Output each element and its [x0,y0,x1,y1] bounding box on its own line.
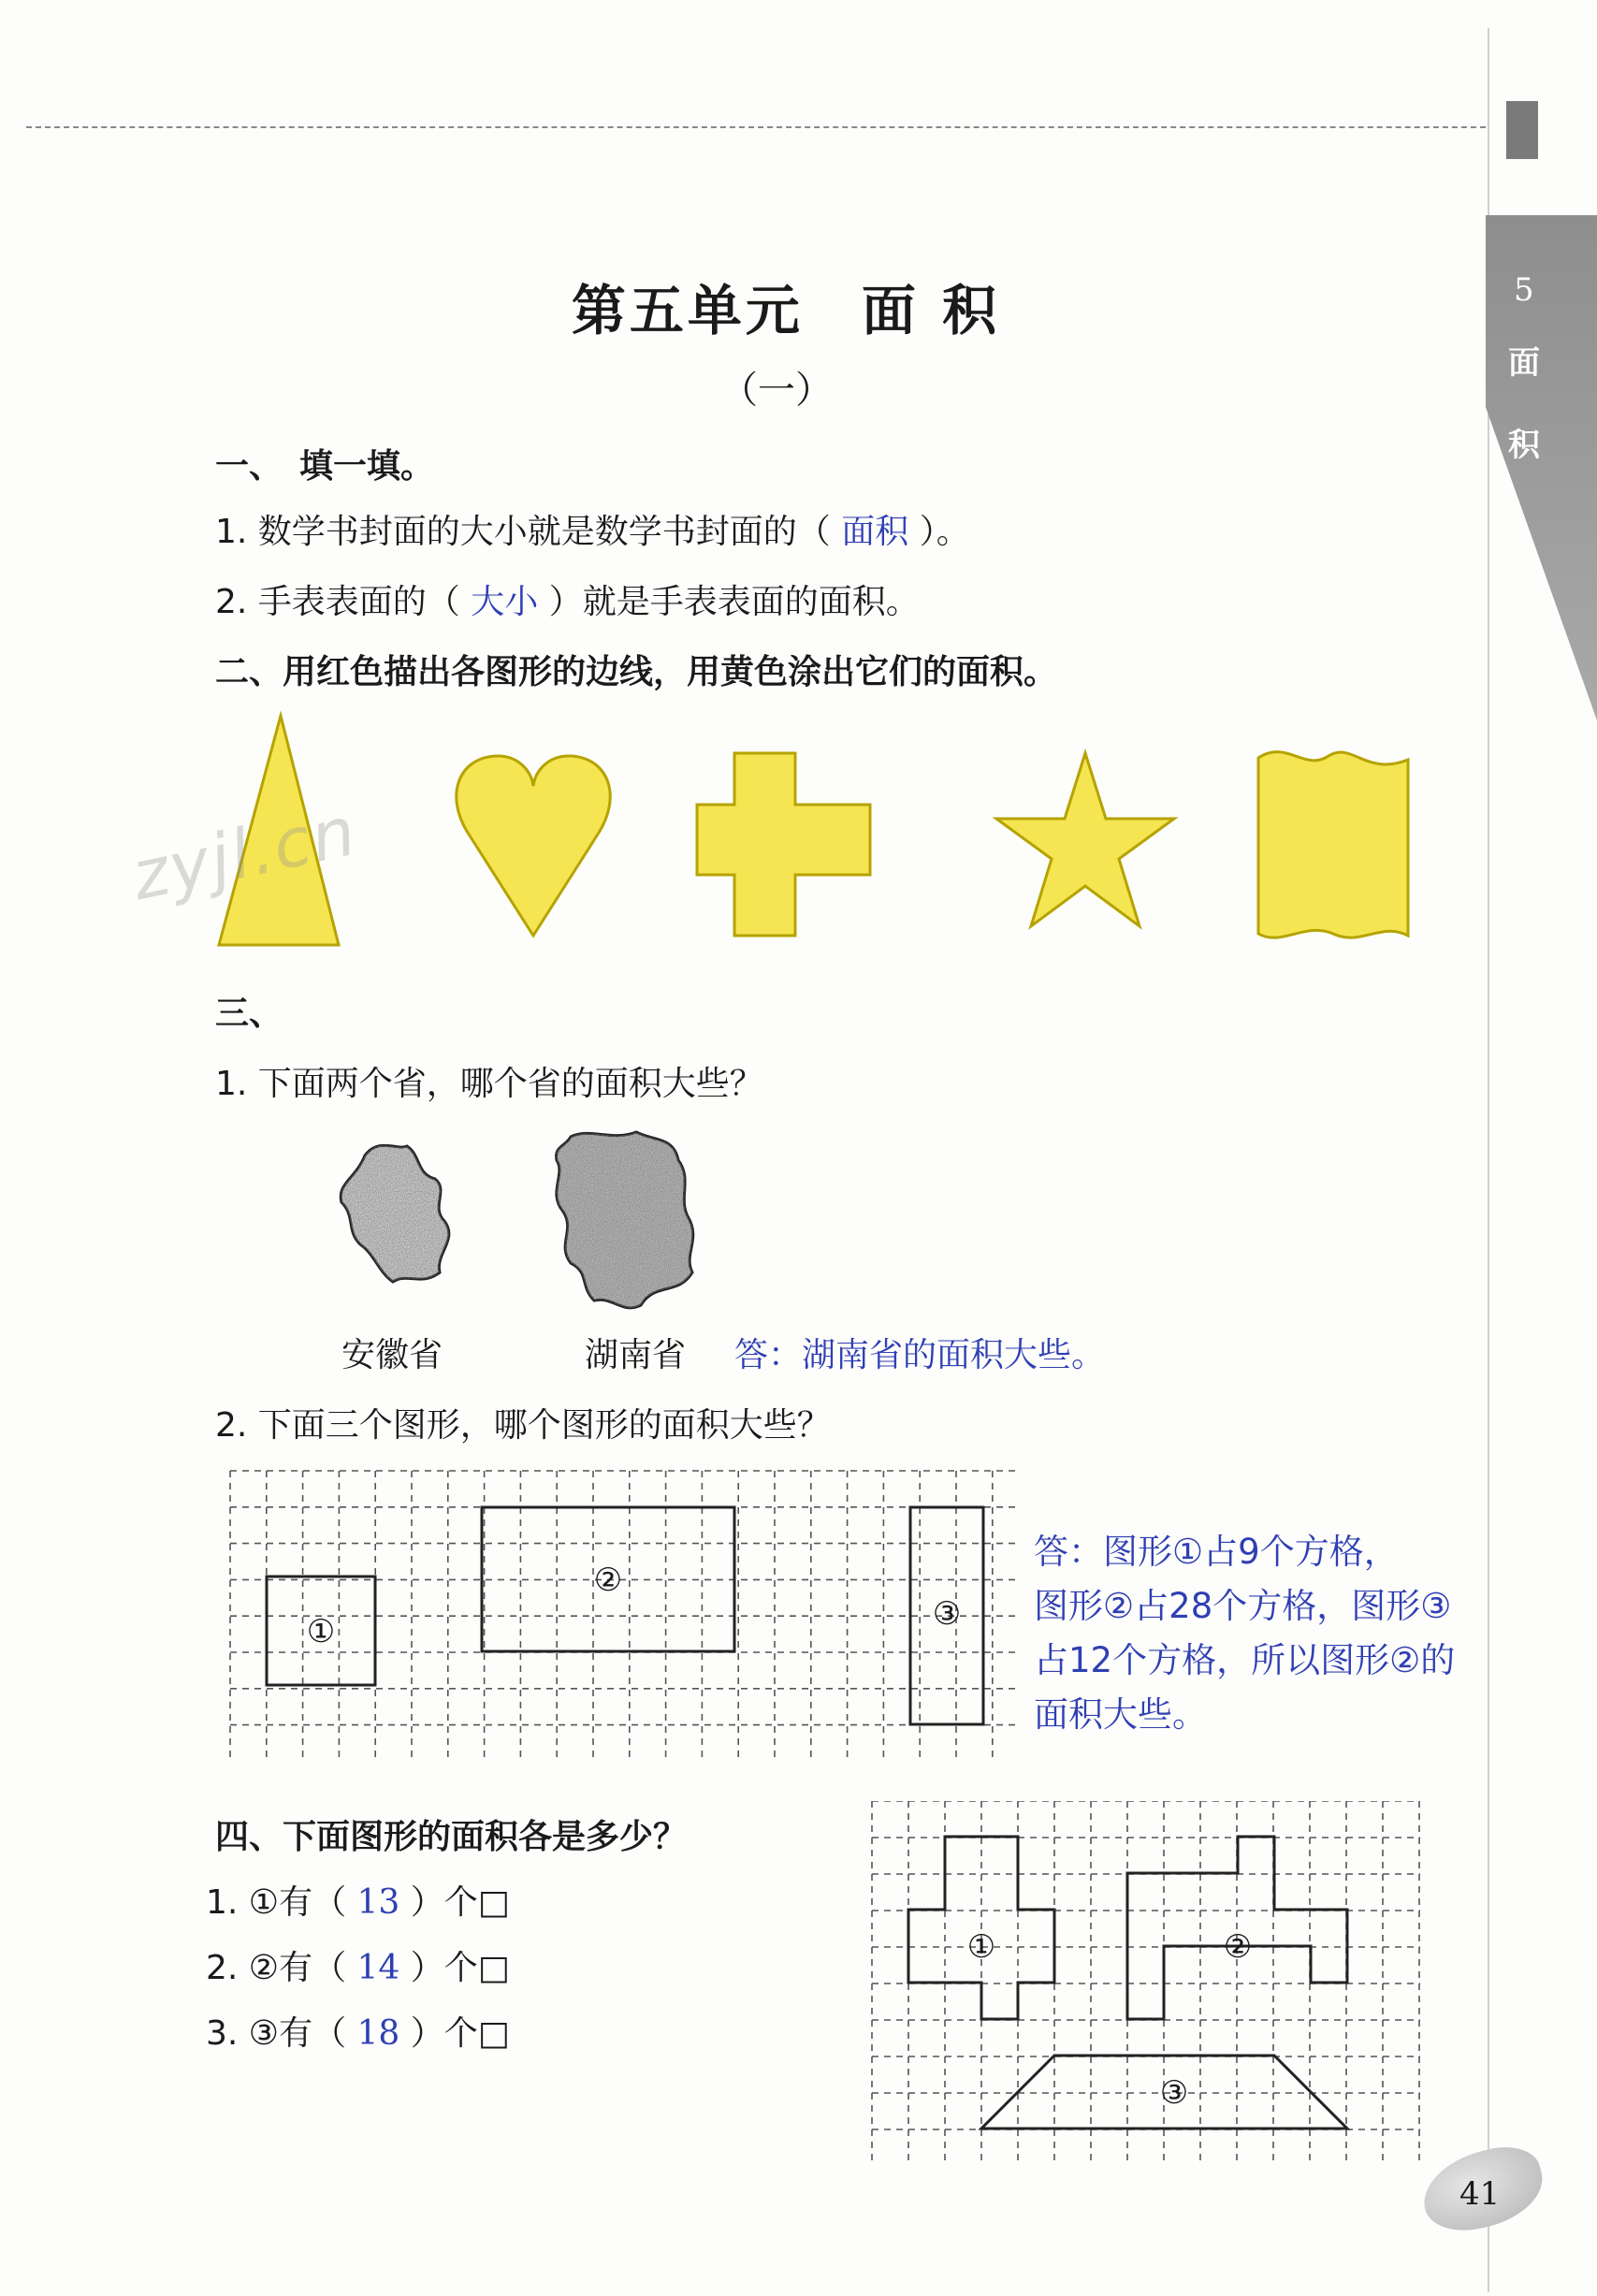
section3-q2: 2. 下面三个图形，哪个图形的面积大些？ [215,1406,831,1445]
star-shape [996,753,1174,926]
page-number: 41 [1459,2175,1501,2213]
unit-title: 第五单元 面 积 [571,279,1001,342]
shapes-row [187,702,1459,964]
side-tab-number: 5 [1514,271,1534,309]
section4-heading: 四、下面图形的面积各是多少？ [215,1818,688,1856]
section1-q1: 1. 数学书封面的大小就是数学书封面的（ 面积 ）。 [215,513,970,551]
watermark: zyjl.cn [124,791,364,916]
section4-item-1: 1. ①有（ 13 ）个□ [206,1883,510,1922]
section3-heading: 三、 [215,995,283,1033]
heart-shape [457,756,610,936]
section1-q2: 2. 手表表面的（ 大小 ）就是手表表面的面积。 [215,583,920,621]
section1-heading: 一、 填一填。 [215,447,435,486]
province-maps [309,1123,739,1329]
side-tab-char-2: 积 [1508,427,1540,464]
figure-2-label: ② [593,1562,623,1599]
figure-4-2-label: ② [1223,1928,1253,1966]
answer-count-1: 13 [356,1883,400,1922]
province-b-label: 湖南省 [585,1336,687,1374]
answer-count-2: 14 [356,1949,400,1987]
section3-q1: 1. 下面两个省，哪个省的面积大些？ [215,1065,763,1103]
answer-q2: 大小 [471,583,539,621]
section4-item-3: 3. ③有（ 18 ）个□ [206,2014,510,2053]
lesson-number: （一） [720,369,833,412]
figure-4-1-label: ① [966,1928,996,1966]
section2-heading: 二、用红色描出各图形的边线，用黄色涂出它们的面积。 [215,653,1058,691]
grid-figures-1 [225,1467,1029,1766]
figure-4-3-label: ③ [1159,2074,1189,2112]
wavy-rectangle-shape [1258,752,1408,938]
side-tab-char-1: 面 [1508,344,1540,382]
answer-q1: 面积 [841,513,909,551]
grid-figures-2 [865,1801,1427,2175]
figure-3-label: ③ [932,1595,962,1633]
answer-grid-figures: 答：图形①占9个方格， 图形②占28个方格，图形③ 占12个方格，所以图形②的 面积大些。 [1034,1532,1456,1735]
answer-count-3: 18 [356,2014,400,2053]
answer-provinces: 答：湖南省的面积大些。 [734,1336,1106,1374]
cross-shape [697,753,870,936]
section4-item-2: 2. ②有（ 14 ）个□ [206,1949,510,1987]
province-a-label: 安徽省 [341,1336,443,1374]
tab-marker [1506,101,1538,159]
figure-1-label: ① [306,1613,336,1650]
header-rule [26,126,1486,128]
